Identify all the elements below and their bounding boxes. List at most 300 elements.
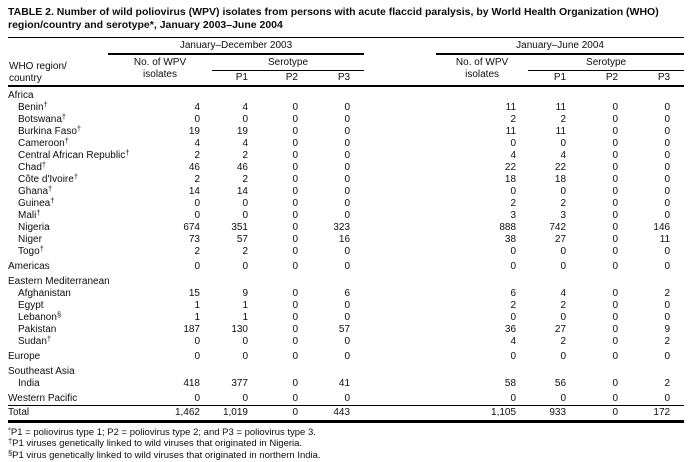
value-cell: 0 (292, 300, 298, 311)
row-label: Central African Republic† (18, 148, 130, 161)
p2-header-2004: P2 (580, 70, 632, 86)
value-cell: 0 (194, 114, 200, 125)
row-label: Europe (8, 351, 41, 362)
value-cell: 0 (612, 114, 619, 125)
value-cell: 0 (292, 378, 298, 389)
value-cell: 888 (499, 222, 517, 233)
value-cell: 9 (242, 288, 248, 299)
serotype-header-2003: Serotype (212, 54, 364, 70)
country-row (8, 222, 684, 234)
stub-header-line1: WHO region/ (9, 61, 67, 72)
value-cell: 0 (510, 393, 517, 404)
value-cell (108, 273, 212, 288)
value-cell: 0 (612, 300, 619, 311)
period-header-row (8, 38, 684, 54)
value-cell: 172 (632, 406, 684, 422)
column-gap (364, 336, 436, 348)
value-cell: 146 (653, 222, 671, 233)
value-cell: 38 (504, 234, 517, 245)
value-cell: 0 (560, 351, 567, 362)
p2-header-2003: P2 (262, 70, 312, 86)
region-row (8, 273, 684, 288)
footnote-marker: † (39, 244, 44, 253)
value-cell: 15 (188, 288, 200, 299)
value-cell: 0 (194, 351, 200, 362)
value-cell: 0 (292, 393, 298, 404)
value-cell: 11 (659, 234, 671, 245)
value-cell: 0 (292, 210, 298, 221)
value-cell: 0 (612, 198, 619, 209)
value-cell: 11 (505, 102, 517, 113)
isolates-header-2004 (436, 54, 528, 86)
value-cell (436, 273, 528, 288)
isolates-header-2003 (108, 54, 212, 86)
row-label: Afghanistan (18, 288, 71, 299)
value-cell: 22 (504, 162, 517, 173)
value-cell: 0 (344, 393, 351, 404)
region-row (8, 258, 684, 273)
value-cell: 0 (612, 222, 619, 233)
value-cell: 0 (344, 312, 351, 323)
column-gap (364, 126, 436, 138)
table-header (8, 38, 684, 86)
value-cell (580, 86, 632, 102)
value-cell: 0 (664, 174, 671, 185)
value-cell: 0 (292, 234, 298, 245)
row-label: Niger (18, 234, 42, 245)
country-row (8, 186, 684, 198)
country-row (8, 126, 684, 138)
value-cell (632, 363, 684, 378)
value-cell: 2 (560, 300, 567, 311)
value-cell: 0 (344, 351, 351, 362)
column-gap (364, 102, 436, 114)
footnote-marker: † (41, 160, 47, 169)
value-cell: 2 (560, 336, 567, 347)
footnote-marker: § (8, 448, 13, 457)
value-cell: 323 (333, 222, 351, 233)
value-cell: 2 (242, 174, 248, 185)
footnote-marker: † (48, 184, 53, 193)
subheader-row (8, 54, 684, 70)
country-row (8, 162, 684, 174)
value-cell: 0 (612, 261, 619, 272)
value-cell: 0 (612, 210, 619, 221)
row-label: Southeast Asia (8, 366, 75, 377)
footnote-marker: † (46, 334, 52, 343)
value-cell: 0 (664, 300, 671, 311)
region-row (8, 86, 684, 102)
value-cell: 0 (510, 138, 517, 149)
value-cell: 2 (560, 198, 567, 209)
value-cell: 14 (188, 186, 200, 197)
row-label: India (18, 378, 40, 389)
column-gap (364, 186, 436, 198)
value-cell: 0 (612, 162, 619, 173)
value-cell: 0 (664, 162, 671, 173)
value-cell: 0 (344, 186, 351, 197)
value-cell: 0 (664, 210, 671, 221)
row-label: Mali† (18, 208, 41, 221)
footnote-marker: † (36, 208, 41, 217)
value-cell: 443 (312, 406, 364, 422)
row-label: Lebanon§ (18, 310, 62, 323)
value-cell: 4 (510, 150, 517, 161)
value-cell (436, 363, 528, 378)
value-cell: 4 (560, 288, 567, 299)
value-cell: 351 (231, 222, 248, 233)
value-cell: 0 (612, 150, 619, 161)
column-gap (364, 258, 436, 273)
isolates-header-line1: No. of WPV (133, 57, 187, 68)
value-cell (108, 363, 212, 378)
value-cell: 0 (242, 261, 248, 272)
wpv-isolates-table (8, 38, 684, 423)
country-row (8, 378, 684, 390)
value-cell: 73 (188, 234, 200, 245)
value-cell (312, 363, 364, 378)
value-cell (528, 363, 580, 378)
stub-spacer (8, 38, 108, 54)
value-cell: 0 (194, 261, 200, 272)
row-label: Ghana† (18, 184, 53, 197)
value-cell: 0 (664, 150, 671, 161)
value-cell (262, 363, 312, 378)
column-gap (364, 348, 436, 363)
value-cell: 0 (612, 126, 619, 137)
value-cell: 0 (292, 126, 298, 137)
value-cell: 0 (580, 406, 632, 422)
value-cell: 14 (236, 186, 248, 197)
value-cell: 418 (183, 378, 200, 389)
footnote-india-link (8, 450, 684, 462)
value-cell: 0 (194, 198, 200, 209)
value-cell: 2 (194, 174, 200, 185)
value-cell (212, 86, 262, 102)
value-cell: 0 (344, 300, 351, 311)
country-row (8, 312, 684, 324)
region-row (8, 390, 684, 406)
value-cell (528, 86, 580, 102)
country-row (8, 336, 684, 348)
value-cell: 0 (560, 246, 567, 257)
value-cell: 46 (236, 162, 248, 173)
value-cell (262, 86, 312, 102)
row-label: Sudan† (18, 334, 52, 347)
value-cell: 4 (510, 336, 517, 347)
value-cell: 0 (292, 324, 298, 335)
footnote-marker: * (8, 425, 11, 434)
value-cell (580, 273, 632, 288)
table-body (8, 86, 684, 421)
value-cell: 0 (292, 186, 298, 197)
footnote-marker: † (73, 172, 78, 181)
column-gap (364, 324, 436, 336)
value-cell (632, 86, 684, 102)
row-label: Pakistan (18, 324, 57, 335)
value-cell: 0 (292, 198, 298, 209)
value-cell: 0 (292, 150, 298, 161)
footnote-nigeria-link (8, 438, 684, 450)
value-cell: 377 (231, 378, 248, 389)
country-row (8, 150, 684, 162)
value-cell (436, 86, 528, 102)
value-cell: 0 (292, 222, 298, 233)
value-cell: 2 (560, 114, 567, 125)
p1-header-2003: P1 (212, 70, 262, 86)
value-cell: 0 (262, 406, 312, 422)
value-cell: 0 (510, 312, 517, 323)
stub-header-line2: country (9, 72, 42, 84)
row-label: Eastern Mediterranean (8, 276, 110, 287)
value-cell: 0 (344, 162, 351, 173)
value-cell: 6 (344, 288, 351, 299)
value-cell: 1 (194, 300, 200, 311)
value-cell: 0 (612, 246, 619, 257)
value-cell: 0 (612, 288, 619, 299)
value-cell: 742 (549, 222, 567, 233)
column-gap (364, 390, 436, 406)
column-gap (364, 86, 436, 102)
value-cell: 2 (664, 378, 671, 389)
value-cell: 0 (510, 246, 517, 257)
footnote-text: P1 virus genetically linked to wild viruses that originated in northern India. (12, 449, 321, 461)
value-cell: 0 (344, 102, 351, 113)
value-cell: 0 (292, 114, 298, 125)
value-cell: 0 (242, 351, 248, 362)
value-cell: 1 (194, 312, 200, 323)
value-cell: 0 (612, 393, 619, 404)
row-label: Togo† (18, 244, 44, 257)
value-cell: 0 (292, 162, 298, 173)
row-label: Africa (8, 90, 34, 101)
value-cell (632, 273, 684, 288)
value-cell (212, 363, 262, 378)
document-page (8, 6, 684, 461)
value-cell: 58 (504, 378, 517, 389)
value-cell: 0 (194, 336, 200, 347)
value-cell: 4 (242, 102, 248, 113)
p3-header-2004: P3 (632, 70, 684, 86)
footnotes (8, 427, 684, 462)
country-row (8, 234, 684, 246)
value-cell: 11 (505, 126, 517, 137)
value-cell: 0 (242, 336, 248, 347)
value-cell: 0 (612, 378, 619, 389)
column-gap (364, 312, 436, 324)
value-cell: 0 (292, 261, 298, 272)
row-label: Western Pacific (8, 393, 78, 404)
value-cell: 0 (242, 114, 248, 125)
value-cell (262, 273, 312, 288)
value-cell: 0 (344, 150, 351, 161)
value-cell: 36 (504, 324, 517, 335)
value-cell: 0 (560, 312, 567, 323)
value-cell: 27 (554, 324, 567, 335)
column-gap (364, 54, 436, 86)
column-gap (364, 406, 436, 422)
value-cell: 0 (612, 102, 619, 113)
column-gap (364, 114, 436, 126)
value-cell: 0 (664, 246, 671, 257)
column-gap (364, 162, 436, 174)
country-row (8, 246, 684, 258)
value-cell: 4 (194, 102, 200, 113)
value-cell: 0 (292, 246, 298, 257)
value-cell (212, 273, 262, 288)
row-label: Guinea† (18, 196, 55, 209)
row-label: Benin† (18, 100, 48, 113)
row-label: Côte d'Ivoire† (18, 172, 78, 185)
column-gap (364, 138, 436, 150)
footnote-marker: † (64, 136, 69, 145)
value-cell: 57 (338, 324, 351, 335)
isolates-header-line1: No. of WPV (455, 57, 509, 68)
footnote-marker: † (76, 124, 82, 133)
column-gap (364, 288, 436, 300)
value-cell: 3 (560, 210, 567, 221)
value-cell: 0 (344, 174, 351, 185)
country-row (8, 324, 684, 336)
value-cell: 933 (528, 406, 580, 422)
value-cell: 16 (338, 234, 351, 245)
value-cell: 2 (242, 150, 248, 161)
value-cell: 2 (510, 300, 517, 311)
country-row (8, 102, 684, 114)
value-cell: 11 (555, 126, 567, 137)
value-cell: 0 (612, 174, 619, 185)
value-cell: 9 (664, 324, 671, 335)
value-cell: 0 (664, 114, 671, 125)
value-cell: 0 (344, 138, 351, 149)
value-cell: 18 (554, 174, 567, 185)
value-cell: 0 (664, 198, 671, 209)
value-cell: 2 (664, 336, 671, 347)
value-cell: 0 (664, 186, 671, 197)
value-cell: 0 (664, 102, 671, 113)
value-cell: 0 (292, 312, 298, 323)
value-cell: 0 (612, 324, 619, 335)
row-label: Cameroon† (18, 136, 69, 149)
value-cell: 0 (344, 246, 351, 257)
footnote-marker: † (50, 196, 55, 205)
value-cell: 2 (510, 114, 517, 125)
value-cell: 4 (242, 138, 248, 149)
value-cell: 1,462 (108, 406, 212, 422)
value-cell: 0 (560, 138, 567, 149)
value-cell: 2 (664, 288, 671, 299)
value-cell: 0 (612, 138, 619, 149)
footnote-marker: § (56, 310, 62, 319)
value-cell: 0 (560, 186, 567, 197)
value-cell: 4 (560, 150, 567, 161)
value-cell (108, 86, 212, 102)
value-cell (580, 363, 632, 378)
value-cell (528, 273, 580, 288)
value-cell: 0 (612, 336, 619, 347)
value-cell: 0 (560, 261, 567, 272)
value-cell: 0 (344, 210, 351, 221)
value-cell: 187 (183, 324, 200, 335)
value-cell: 11 (555, 102, 567, 113)
footnote-text: P1 = poliovirus type 1; P2 = poliovirus type 2; and P3 = poliovirus type 3. (10, 426, 316, 438)
value-cell: 0 (242, 210, 248, 221)
value-cell: 0 (510, 351, 517, 362)
value-cell: 0 (292, 351, 298, 362)
column-gap (364, 273, 436, 288)
value-cell: 0 (560, 393, 567, 404)
column-gap (364, 363, 436, 378)
row-label: Botswana† (18, 112, 67, 125)
value-cell: 0 (344, 114, 351, 125)
value-cell: 0 (612, 234, 619, 245)
country-row (8, 138, 684, 150)
column-gap (364, 38, 436, 54)
footnote-serotype (8, 427, 684, 439)
row-label: Chad† (18, 160, 47, 173)
column-gap (364, 174, 436, 186)
value-cell: 1,105 (436, 406, 528, 422)
table-title: TABLE 2. Number of wild poliovirus (WPV) isolates from persons with acute flaccid paralysis, by World Health Organization (WHO) region/country and serotype*, January 2003–June 2004 (8, 6, 684, 38)
value-cell: 2 (510, 198, 517, 209)
value-cell: 19 (236, 126, 248, 137)
value-cell: 2 (242, 246, 248, 257)
column-gap (364, 150, 436, 162)
row-label: Total (8, 406, 108, 422)
value-cell: 0 (194, 210, 200, 221)
value-cell: 0 (292, 288, 298, 299)
value-cell: 22 (554, 162, 567, 173)
row-label: Egypt (18, 300, 44, 311)
value-cell: 0 (664, 393, 671, 404)
period-2003-header: January–December 2003 (108, 38, 364, 54)
country-row (8, 198, 684, 210)
value-cell: 0 (664, 312, 671, 323)
value-cell: 0 (664, 138, 671, 149)
value-cell: 0 (664, 261, 671, 272)
value-cell: 1 (242, 300, 248, 311)
total-row (8, 406, 684, 422)
country-row (8, 300, 684, 312)
p1-header-2004: P1 (528, 70, 580, 86)
serotype-header-2004: Serotype (528, 54, 684, 70)
value-cell: 0 (612, 186, 619, 197)
column-gap (364, 246, 436, 258)
value-cell: 0 (344, 198, 351, 209)
value-cell: 0 (292, 336, 298, 347)
value-cell: 1 (242, 312, 248, 323)
column-gap (364, 300, 436, 312)
country-row (8, 114, 684, 126)
value-cell: 0 (344, 126, 351, 137)
value-cell (312, 86, 364, 102)
column-gap (364, 210, 436, 222)
isolates-header-line2: isolates (465, 68, 499, 80)
country-row (8, 210, 684, 222)
p3-header-2003: P3 (312, 70, 364, 86)
country-row (8, 288, 684, 300)
column-gap (364, 234, 436, 246)
value-cell (312, 273, 364, 288)
value-cell: 0 (612, 351, 619, 362)
value-cell: 0 (664, 126, 671, 137)
footnote-marker: † (8, 436, 13, 446)
value-cell: 0 (612, 312, 619, 323)
footnote-marker: † (43, 100, 48, 109)
value-cell: 674 (183, 222, 200, 233)
value-cell: 0 (510, 261, 517, 272)
value-cell: 0 (344, 336, 351, 347)
